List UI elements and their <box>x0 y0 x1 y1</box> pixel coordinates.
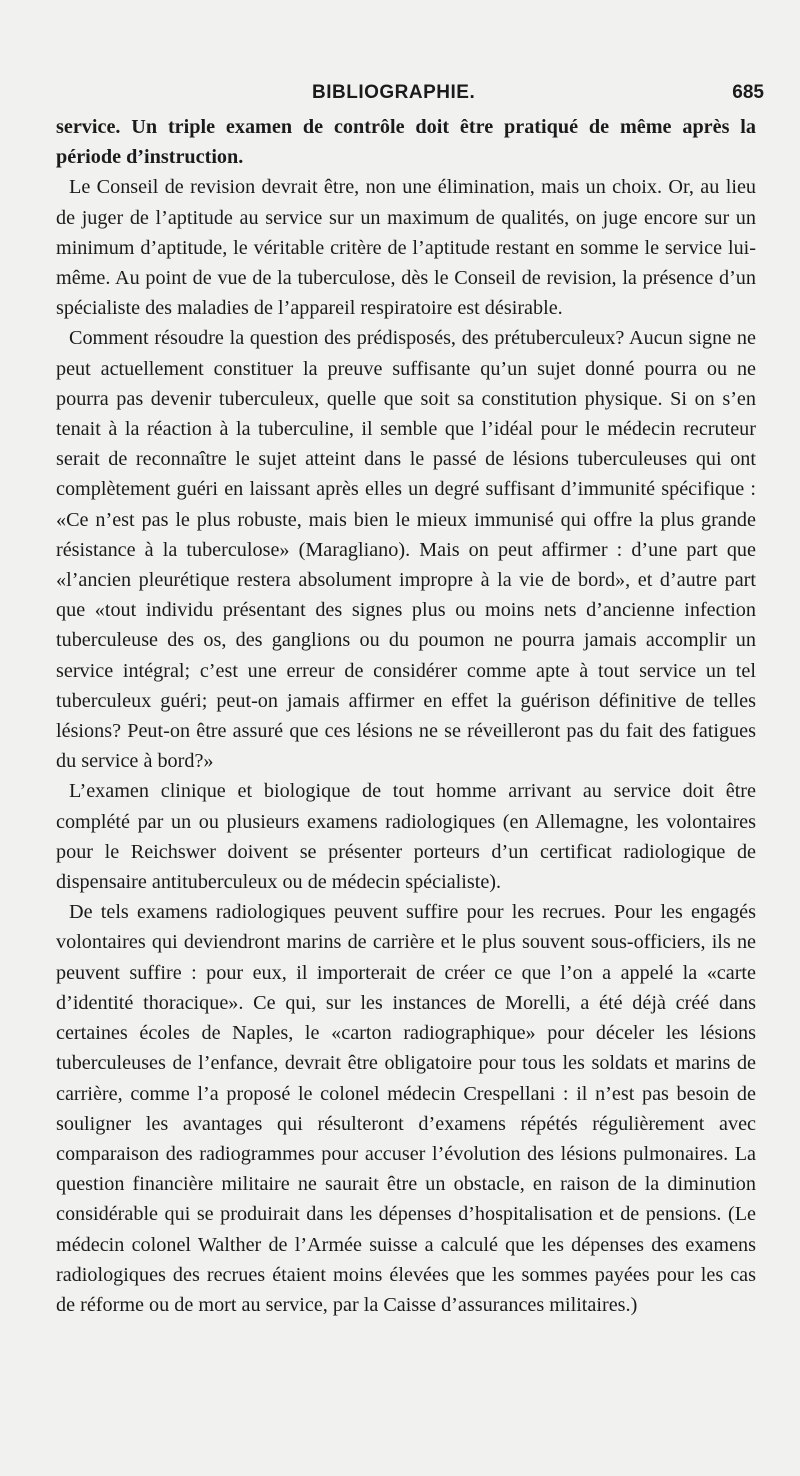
paragraph-2: Le Conseil de revision devrait être, non une élimination, mais un choix. Or, au lieu de juger de l’aptitude au service sur un maximum de qualités, on juge encore sur un minimum d’aptitude, le véritable critère de l’aptitude restant en somme le service lui-même. Au point de vue de la tuberculose, dès le Conseil de revision, la présence d’un spécialiste des maladies de l’appareil respiratoire est désirable. <box>56 176 756 320</box>
paragraph-1: service. Un triple examen de contrôle doit être pratiqué de même après la période d’instruction. <box>56 116 756 169</box>
running-head <box>56 82 772 108</box>
paragraph-5: De tels examens radiologiques peuvent suffire pour les recrues. Pour les engagés volontaires qui deviendront marins de carrière et le plus souvent sous-officiers, ils ne peuvent suffire : pour eux, il importerait de créer ce que l’on a appelé la «carte d’identité thoracique». Ce qui, sur les instances de Morelli, a été déjà créé dans certaines écoles de Naples, le «carton radiographique» pour déceler les lésions tuberculeuses de l’enfance, devrait être obligatoire pour tous les soldats et marins de carrière, comme l’a proposé le colonel médecin Crespellani : il n’est pas besoin de souligner les avantages qui résulteront d’examens répétés régulièrement avec comparaison des radiogrammes pour accuser l’évolution des lésions pulmonaires. La question financière militaire ne saurait être un obstacle, en raison de la diminution considérable qui se produirait dans les dépenses d’hospitalisation et de pensions. (Le médecin colonel Walther de l’Armée suisse a calculé que les dépenses des examens radiologiques des recrues étaient moins élevées que les sommes payées pour les cas de réforme ou de mort au service, par la Caisse d’assurances militaires.) <box>56 901 756 1316</box>
header-title: BIBLIOGRAPHIE. <box>312 82 476 103</box>
paragraph-4: L’examen clinique et biologique de tout homme arrivant au service doit être complété par un ou plusieurs examens radiologiques (en Allemagne, les volontaires pour le Reichswer doivent se présenter porteurs d’un certificat radiologique de dispensaire antituberculeux ou de médecin spécialiste). <box>56 780 756 894</box>
body-text <box>56 112 756 1320</box>
page-number: 685 <box>732 82 764 103</box>
paragraph-3: Comment résoudre la question des prédisposés, des prétuberculeux? Aucun signe ne peut actuellement constituer la preuve suffisante qu’un sujet donné pourra ou ne pourra pas devenir tuberculeux, quelle que soit sa constitution physique. Si on s’en tenait à la réaction à la tuberculine, il semble que l’idéal pour le médecin recruteur serait de reconnaître le sujet atteint dans le passé de lésions tuberculeuses qui ont complètement guéri en laissant après elles un degré suffisant d’immunité spécifique : «Ce n’est pas le plus robuste, mais bien le mieux immunisé qui offre la plus grande résistance à la tuberculose» (Maragliano). Mais on peut affirmer : d’une part que «l’ancien pleurétique restera absolument impropre à la vie de bord», et d’autre part que «tout individu présentant des signes plus ou moins nets d’ancienne infection tuberculeuse des os, des ganglions ou du poumon ne pourra jamais accomplir un service intégral; c’est une erreur de considérer comme apte à tout service un tel tuberculeux guéri; peut-on jamais affirmer en effet la guérison définitive de telles lésions? Peut-on être assuré que ces lésions ne se réveilleront pas du fait des fatigues du service à bord?» <box>56 327 756 773</box>
